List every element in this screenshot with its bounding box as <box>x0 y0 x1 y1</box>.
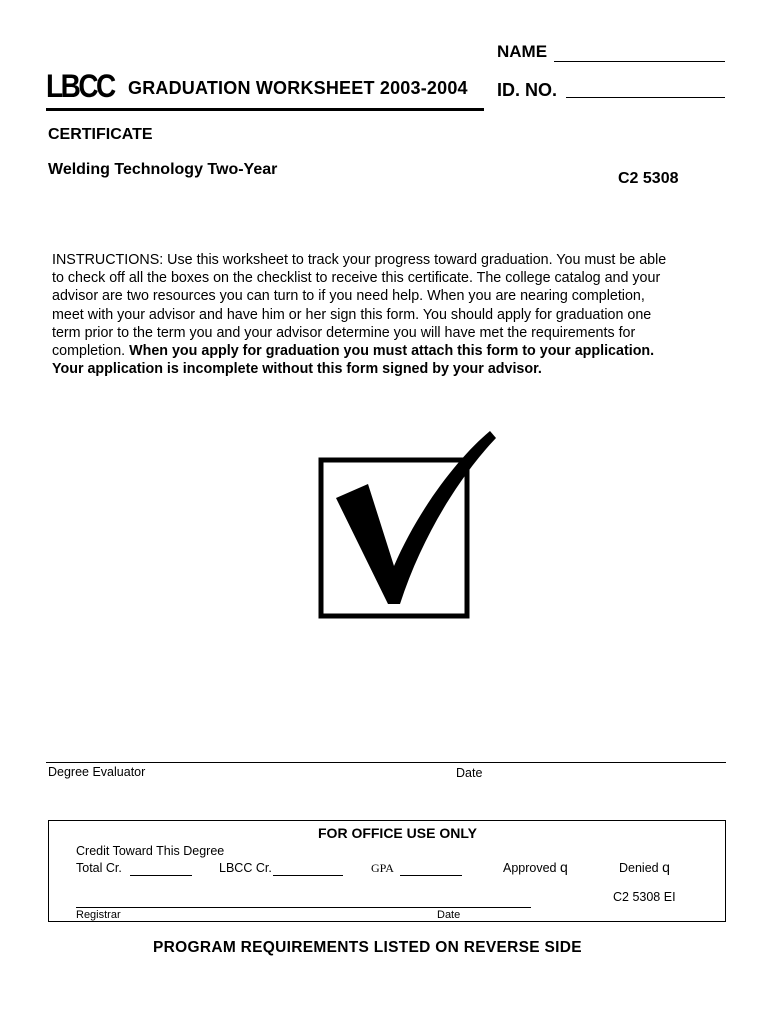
approved-option[interactable] <box>503 859 568 875</box>
office-title: FOR OFFICE USE ONLY <box>318 825 477 841</box>
evaluator-label: Degree Evaluator <box>48 765 146 779</box>
program-type: CERTIFICATE <box>48 126 153 143</box>
registrar-signature-line[interactable] <box>76 907 531 908</box>
title-rule <box>46 108 484 111</box>
total-credits-label: Total Cr. <box>76 861 122 875</box>
id-field[interactable] <box>566 97 725 98</box>
instructions-text: completion. <box>52 343 130 360</box>
instructions-bold-1: When you apply for graduation you must attach this form to your application. <box>129 343 655 360</box>
id-label: ID. NO. <box>497 80 558 100</box>
gpa-label: GPA <box>371 861 394 875</box>
worksheet-title: GRADUATION WORKSHEET 2003-2004 <box>128 78 468 98</box>
instructions <box>52 251 752 378</box>
reverse-side-note: PROGRAM REQUIREMENTS LISTED ON REVERSE SIDE <box>153 939 582 956</box>
approved-label: Approved <box>503 861 557 875</box>
instructions-bold-2: Your application is incomplete without this form signed by your advisor. <box>52 361 542 378</box>
instructions-line: meet with your advisor and have him or her sign this form. You should apply for graduation one <box>52 306 652 323</box>
college-logo: LBCC <box>46 68 114 104</box>
credit-label: Credit Toward This Degree <box>76 844 225 858</box>
gpa-field[interactable] <box>400 875 462 876</box>
denied-option[interactable] <box>619 859 670 875</box>
lbcc-credits-label: LBCC Cr. <box>219 861 272 875</box>
program-code: C2 5308 <box>618 170 679 187</box>
denied-label: Denied <box>619 861 659 875</box>
program-name: Welding Technology Two-Year <box>48 161 278 178</box>
total-credits-field[interactable] <box>130 875 192 876</box>
approved-checkbox[interactable]: q <box>560 859 568 875</box>
office-program-code: C2 5308 EI <box>613 890 676 904</box>
checkmark-icon <box>310 426 510 626</box>
registrar-label: Registrar <box>76 909 121 921</box>
name-label: NAME <box>497 42 548 61</box>
registrar-date-label: Date <box>437 909 461 921</box>
instructions-line: advisor are two resources you can turn to if you need help. When you are nearing completion, <box>52 288 645 305</box>
name-field[interactable] <box>554 61 725 62</box>
instructions-line-6 <box>52 342 752 360</box>
lbcc-credits-field[interactable] <box>273 875 343 876</box>
instructions-line: INSTRUCTIONS: Use this worksheet to track your progress toward graduation. You must be able <box>52 252 667 268</box>
evaluator-signature-line[interactable] <box>46 762 726 763</box>
evaluator-date-label: Date <box>456 766 483 780</box>
instructions-line: term prior to the term you and your advisor determine you will have met the requirements for <box>52 324 636 341</box>
instructions-line: to check off all the boxes on the checklist to receive this certificate. The college catalog and your <box>52 270 661 287</box>
denied-checkbox[interactable]: q <box>662 859 670 875</box>
